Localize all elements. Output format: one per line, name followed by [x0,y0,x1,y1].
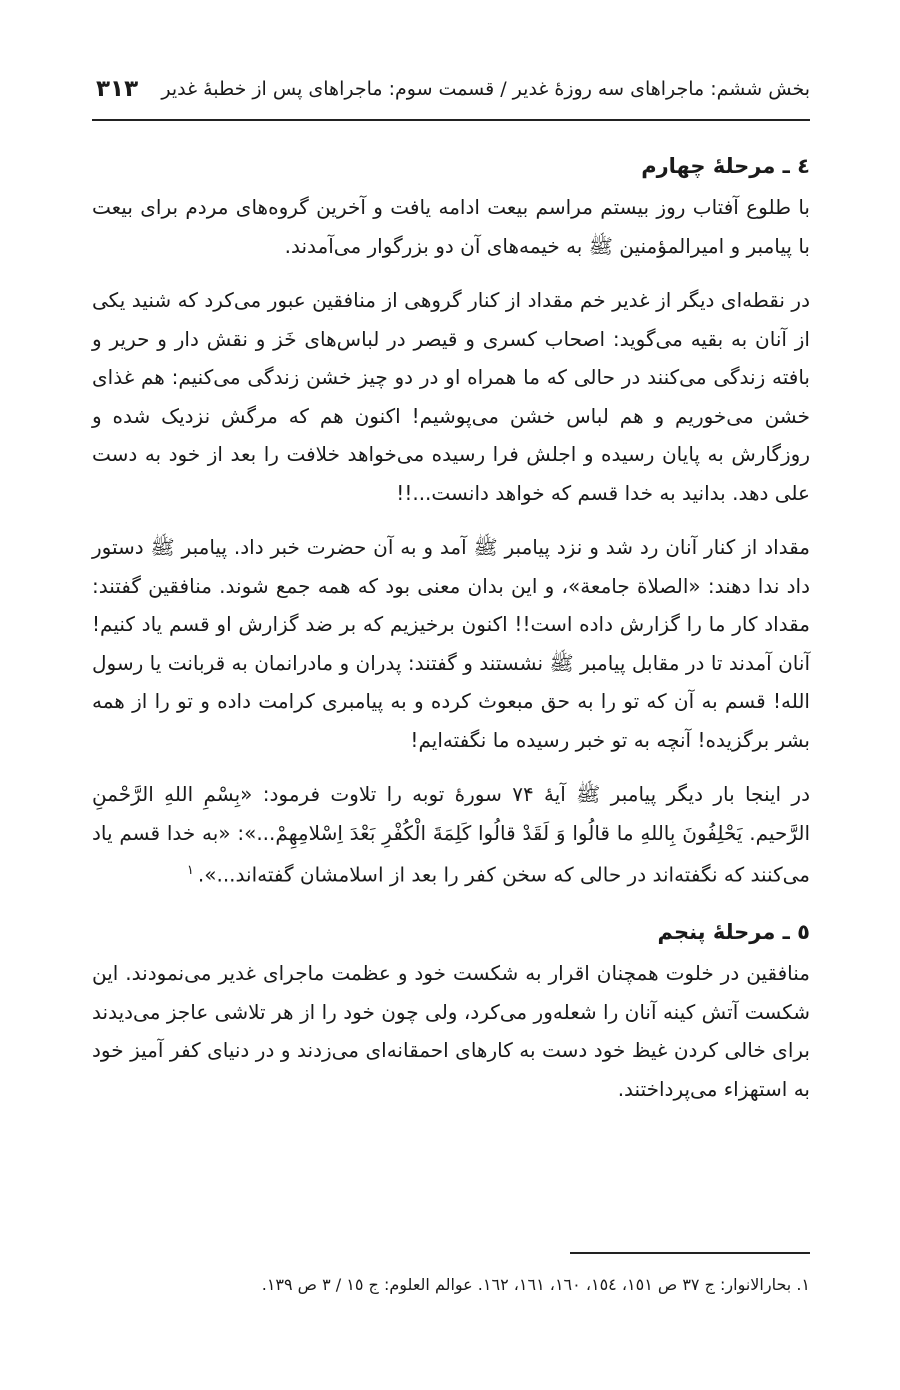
paragraph-with-footnote [92,775,810,894]
section-heading: ٤ ـ مرحلۀ چهارم [641,154,810,178]
paragraph: منافقین در خلوت همچنان اقرار به شکست خود و عظمت ماجرای غدیر می‌نمودند. این شکست آتش کینه آنان را شعله‌ور می‌کرد، ولی چون خود را از هر تلاشی عاجز می‌دیدند برای خالی کردن غیظ خود دست به کارهای احمقانه‌ای می‌زدند و در دنیای کفر آمیز خود به استهزاء می‌پرداختند. [92,961,810,1101]
header-divider [92,119,810,121]
running-title: بخش ششم: ماجراهای سه روزۀ غدیر / قسمت سوم: ماجراهای پس از خطبۀ غدیر [161,78,810,100]
book-page [92,0,810,1390]
paragraph: در نقطه‌ای دیگر از غدیر خم مقداد از کنار گروهی از منافقین عبور می‌کرد که شنید یکی از آنان به بقیه می‌گوید: اصحاب کسری و قیصر در لباس‌های خَز و نقش دار و حریر و بافته زندگی می‌کنند در حالی که ما همراه او در دو چیز خشن زندگی می‌کنیم: هم غذای خشن می‌خوریم و هم لباس خشن می‌پوشیم! اکنون هم که مرگش نزدیک شده و روزگارش به پایان رسیده و اجلش فرا رسیده می‌خواهد خلافت را بعد از خود به دست علی دهد. بدانید به خدا قسم که خواهد دانست...!! [92,288,810,505]
paragraph-text: در اینجا بار دیگر پیامبر ﷺ آیۀ ۷۴ سورۀ توبه را تلاوت فرمود: «بِسْمِ اللهِ الرَّحْمنِ الرَّحیم. یَحْلِفُونَ بِاللهِ ما قالُوا وَ لَقَدْ قالُوا کَلِمَةَ الْکُفْرِ بَعْدَ اِسْلامِهِمْ...»: «به خدا قسم یاد می‌کنند که نگفته‌اند در حالی که سخن کفر را بعد از اسلامشان گفته‌اند...». [92,782,810,887]
paragraph: با طلوع آفتاب روز بیستم مراسم بیعت ادامه یافت و آخرین گروه‌های مردم برای بیعت با پیامبر و امیرالمؤمنین ﷺ به خیمه‌های آن دو بزرگوار می‌آمدند. [92,195,810,258]
footnote: ١. بحارالانوار: ج ٣٧ ص ١٥١، ١٥٤، ١٦٠، ١٦١، ١٦٢. عوالم العلوم: ج ١٥ / ٣ ص ١٣٩. [261,1275,810,1294]
footnote-reference[interactable]: ١ [186,863,194,878]
page-header [92,70,810,108]
page-number: ۳۱۳ [96,76,139,102]
section-heading: ٥ ـ مرحلۀ پنجم [657,920,810,945]
paragraph: مقداد از کنار آنان رد شد و نزد پیامبر ﷺ آمد و به آن حضرت خبر داد. پیامبر ﷺ دستور داد ندا دهند: «الصلاة جامعة»، و این بدان معنی بود که همه جمع شوند. منافقین گفتند: مقداد کار ما را گزارش داده است!! اکنون برخیزیم که بر ضد گزارش او قسم یاد کنیم! آنان آمدند تا در مقابل پیامبر ﷺ نشستند و گفتند: پدران و مادرانمان به قربانت یا رسول الله! قسم به آن که تو را به حق مبعوث کرده و به پیامبری کرامت داده و تو را از همه بشر برگزیده! آنچه به تو خبر رسیده ما نگفته‌ایم! [92,535,810,752]
page-body [92,136,810,1124]
footnote-divider [570,1252,810,1254]
